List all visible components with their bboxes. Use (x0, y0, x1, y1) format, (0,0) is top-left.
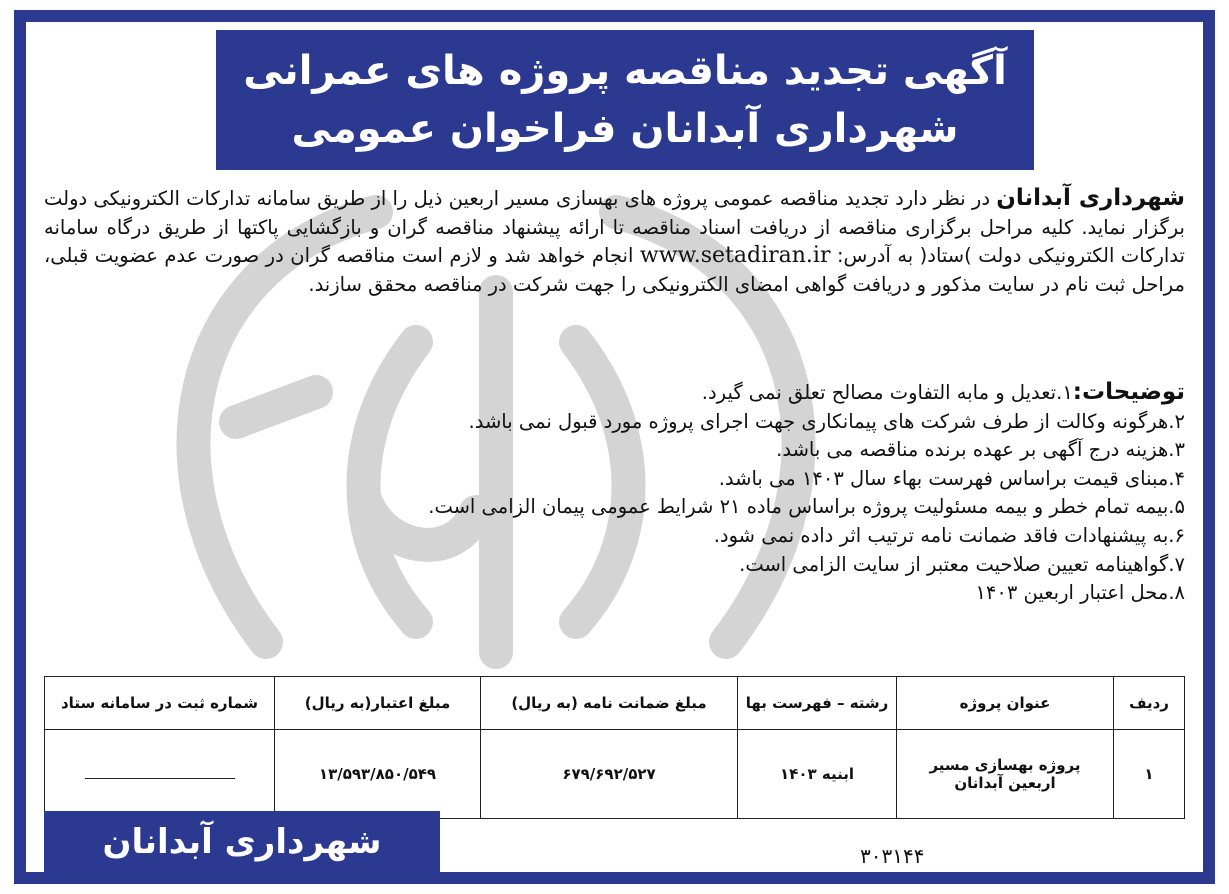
paragraph-text-1: در نظر دارد تجدید مناقصه عمومی پروژه های بهسازی مسیر اربعین ذیل را از طریق سامانه تدارکات الکترونیکی دولت برگزار نماید. کلیه مراحل برگزاری مناقصه از دریافت اسناد مناقصه تا ارائه پیشنهاد مناقصه گران و بازگشایی پاکتها از طریق درگاه سامانه تدارکات الکترونیکی دولت )ستاد( به آدرس: (44, 187, 1185, 268)
table-row (45, 730, 1185, 819)
note-item-7: ۷.گواهینامه تعیین صلاحیت معتبر از سایت الزامی است. (739, 552, 1185, 576)
title-line-2: شهرداری آبدانان فراخوان عمومی (291, 106, 959, 152)
footer-banner: شهرداری آبدانان (44, 811, 440, 872)
cell-title-line-2: اربعین آبدانان (954, 774, 1056, 792)
title-line-1: آگهی تجدید مناقصه پروژه های عمرانی (243, 48, 1007, 94)
note-item-3: ۳.هزینه درج آگهی بر عهده برنده مناقصه می باشد. (776, 438, 1185, 462)
cell-guarantee: ۶۷۹/۶۹۲/۵۲۷ (481, 730, 738, 819)
header-credit: مبلغ اعتبار(به ریال) (275, 677, 481, 730)
table-header-row (45, 677, 1185, 730)
projects-table (44, 676, 1185, 819)
notes-section (44, 378, 1185, 608)
cell-index: ۱ (1114, 730, 1185, 819)
website-link[interactable]: www.setadiran.ir (639, 243, 831, 269)
header-field: رشته – فهرست بها (738, 677, 897, 730)
title-banner (216, 30, 1034, 170)
announcement-paragraph (44, 184, 1185, 299)
header-index: ردیف (1114, 677, 1185, 730)
notes-first-row (44, 378, 1185, 408)
header-registration: شماره ثبت در سامانه ستاد (45, 677, 275, 730)
note-item-5: ۵.بیمه تمام خطر و بیمه مسئولیت پروژه براساس ماده ۲۱ شرایط عمومی پیمان الزامی است. (428, 495, 1185, 519)
cell-title-line-1: پروژه بهسازی مسیر (929, 756, 1081, 774)
note-item-6: ۶.به پیشنهادات فاقد ضمانت نامه ترتیب اثر داده نمی شود. (713, 523, 1185, 547)
ad-content (26, 22, 1203, 872)
note-item-2: ۲.هرگونه وکالت از طرف شرکت های پیمانکاری جهت اجرای پروژه مورد قبول نمی باشد. (468, 409, 1185, 433)
municipality-name: شهرداری آبدانان (996, 185, 1186, 211)
cell-credit: ۱۳/۵۹۳/۸۵۰/۵۴۹ (275, 730, 481, 819)
cell-title (897, 730, 1114, 819)
paragraph-text-2: انجام خواهد شد و لازم است مناقصه گران در صورت عدم عضویت قبلی، مراحل ثبت نام در سایت مذکور و دریافت گواهی امضای الکترونیکی را جهت شرکت در مناقصه محقق سازند. (44, 244, 1185, 296)
header-title: عنوان پروژه (897, 677, 1114, 730)
ad-code: ۳۰۳۱۴۴ (860, 844, 925, 868)
note-item-8: ۸.محل اعتبار اربعین ۱۴۰۳ (975, 581, 1185, 605)
note-item-1: ۱.تعدیل و مابه التفاوت مصالح تعلق نمی گیرد. (701, 381, 1073, 404)
notes-label: توضیحات: (1072, 379, 1185, 405)
cell-field: ابنیه ۱۴۰۳ (738, 730, 897, 819)
note-item-4: ۴.مبنای قیمت براساس فهرست بهاء سال ۱۴۰۳ می باشد. (718, 466, 1185, 490)
empty-dash (85, 778, 235, 779)
header-guarantee: مبلغ ضمانت نامه (به ریال) (481, 677, 738, 730)
cell-registration (45, 730, 275, 819)
ad-frame (14, 10, 1215, 884)
